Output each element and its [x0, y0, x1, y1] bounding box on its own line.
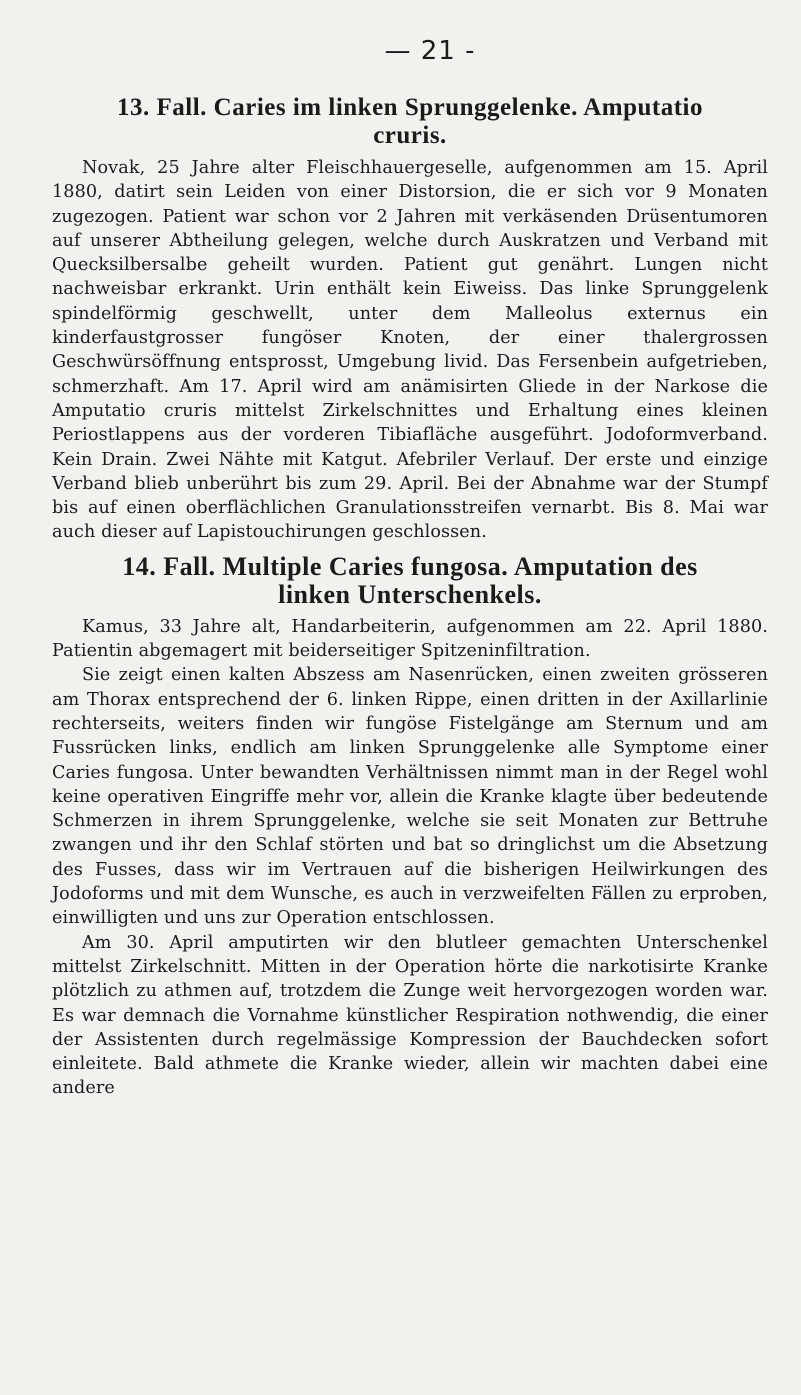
page-number: — 21 -	[384, 36, 476, 66]
case-13-paragraph: Novak, 25 Jahre alter Fleischhauergeselle, aufgenommen am 15. April 1880, datirt sein Leiden von einer Distorsion, die er sich vor 9 Monaten zugezogen. Patient war schon vor 2 Jahren mit verkäsenden Drüsentumoren auf unserer Abtheilung gelegen, welche durch Auskratzen und Verband mit Quecksilbersalbe geheilt wurden. Patient gut genährt. Lungen nicht nachweisbar erkrankt. Urin enthält kein Eiweiss. Das linke Sprunggelenk spindelförmig geschwellt, unter dem Malleolus externus ein kinderfaustgrosser fungöser Knoten, der einer thalergrossen Geschwürsöffnung entsprosst, Umgebung livid. Das Fersenbein aufgetrieben, schmerzhaft. Am 17. April wird am anämisirten Gliede in der Narkose die Amputatio cruris mittelst Zirkelschnittes und Erhaltung eines kleinen Periostlappens aus der vorderen Tibiafläche ausgeführt. Jodoformverband. Kein Drain. Zwei Nähte mit Katgut. Afebriler Verlauf. Der erste und einzige Verband blieb unberührt bis zum 29. April. Bei der Abnahme war der Stumpf bis auf einen oberflächlichen Granulationsstreifen vernarbt. Bis 8. Mai war auch dieser auf Lapistouchirungen geschlossen.	[52, 158, 768, 543]
case-14-heading	[52, 553, 768, 609]
case-14-paragraph-1: Kamus, 33 Jahre alt, Handarbeiterin, aufgenommen am 22. April 1880. Patientin abgemagert mit beiderseitiger Spitzeninfiltration.	[52, 616, 768, 662]
case-13-heading	[52, 94, 768, 150]
case-14-paragraph-2: Sie zeigt einen kalten Abszess am Nasenrücken, einen zweiten grösseren am Thorax entsprechend der 6. linken Rippe, einen dritten in der Axillarlinie rechterseits, weiters finden wir fungöse Fistelgänge am Sternum und am Fussrücken links, endlich am linken Sprunggelenke alle Symptome einer Caries fungosa. Unter bewandten Verhältnissen nimmt man in der Regel wohl keine operativen Eingriffe mehr vor, allein die Kranke klagte über bedeutende Schmerzen in ihrem Sprunggelenke, welche sie seit Monaten zur Bettruhe zwangen und ihr den Schlaf störten und bat so dringlichst um die Absetzung des Fusses, dass wir im Vertrauen auf die bisherigen Heilwirkungen des Jodoforms und mit dem Wunsche, es auch in verzweifelten Fällen zu erproben, einwilligten und uns zur Operation entschlossen.	[52, 665, 768, 929]
document-page	[52, 36, 768, 1101]
case-14-heading-line1: 14. Fall. Multiple Caries fungosa. Amputation des	[122, 551, 698, 581]
case-13-heading-line1: 13. Fall. Caries im linken Sprunggelenke. Amputatio	[117, 94, 703, 121]
case-14-heading-line2: linken Unterschenkels.	[278, 579, 542, 609]
case-13-heading-line2: cruris.	[373, 122, 447, 149]
case-14-paragraph-3: Am 30. April amputirten wir den blutleer gemachten Unterschenkel mittelst Zirkelschnitt. Mitten in der Operation hörte die narkotisirte Kranke plötzlich zu athmen auf, trotzdem die Zunge weit hervorgezogen worden war. Es war demnach die Vornahme künstlicher Respiration nothwendig, die einer der Assistenten durch regelmässige Kompression der Bauchdecken sofort einleitete. Bald athmete die Kranke wieder, allein wir machten dabei eine andere	[52, 932, 768, 1099]
